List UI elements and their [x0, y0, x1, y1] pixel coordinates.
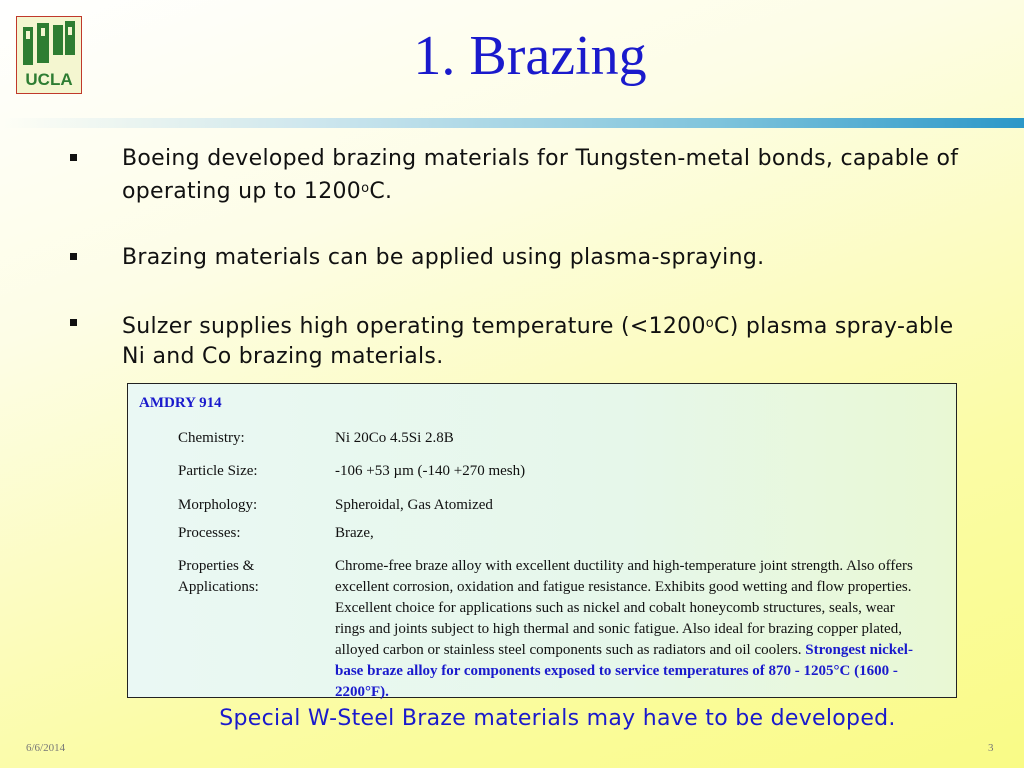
bullet-item: [70, 243, 970, 273]
spec-sheet: [127, 383, 957, 698]
slide-number: 3: [988, 742, 994, 754]
properties-highlight: Strongest nickel-base braze alloy for components exposed to service temperatures of 870 - 1205°C (1600 - 2200°F).: [335, 642, 913, 700]
spec-label: Morphology:: [178, 497, 258, 513]
degree-superscript: o: [361, 181, 370, 196]
closing-note: Special W-Steel Braze materials may have to be developed.: [219, 706, 896, 731]
bullet-item: [70, 144, 970, 207]
spec-label: [178, 556, 328, 598]
spec-title: AMDRY 914: [139, 395, 222, 411]
spec-label: Chemistry:: [178, 430, 245, 446]
spec-label: Processes:: [178, 525, 241, 541]
bullet-tail: C.: [369, 179, 393, 204]
spec-value: Spheroidal, Gas Atomized: [335, 497, 493, 513]
bullet-text: Sulzer supplies high operating temperature (<1200: [122, 314, 706, 339]
slide-title: 1. Brazing: [413, 25, 647, 87]
spec-value: Ni 20Co 4.5Si 2.8B: [335, 430, 454, 446]
spec-value: -106 +53 µm (-140 +270 mesh): [335, 463, 526, 479]
slide-date: 6/6/2014: [26, 742, 66, 754]
square-bullet-icon: [70, 319, 77, 326]
degree-superscript: o: [705, 316, 715, 331]
spec-label: Particle Size:: [178, 463, 258, 479]
logo-text: UCLA: [25, 70, 73, 89]
bullet-list: [70, 144, 970, 408]
square-bullet-icon: [70, 253, 77, 260]
title-divider: [0, 118, 1024, 128]
spec-value: Braze,: [335, 525, 374, 541]
bullet-tail: C) plasma spray-able Ni and Co brazing materials.: [122, 314, 954, 369]
spec-value: [335, 556, 925, 703]
properties-text: Chrome-free braze alloy with excellent ductility and high-temperature joint strength. Also offers excellent corrosion, oxidation and fatigue resistance. Exhibits good wetting and flow properties. Excellent choice for applications such as nickel and cobalt honeycomb structures, seals, wear rings and joints subject to high thermal and sonic fatigue. Also ideal for brazing copper plated, alloyed carbon or stainless steel components such as radiators and oil coolers.: [335, 558, 913, 658]
spec-label-line: Applications:: [178, 579, 259, 595]
bullet-text: Brazing materials can be applied using plasma-spraying.: [122, 245, 765, 270]
square-bullet-icon: [70, 154, 77, 161]
bullet-text: Boeing developed brazing materials for Tungsten-metal bonds, capable of operating up to 1200: [122, 146, 959, 204]
spec-label-line: Properties &: [178, 558, 255, 574]
bullet-item: [70, 309, 970, 372]
